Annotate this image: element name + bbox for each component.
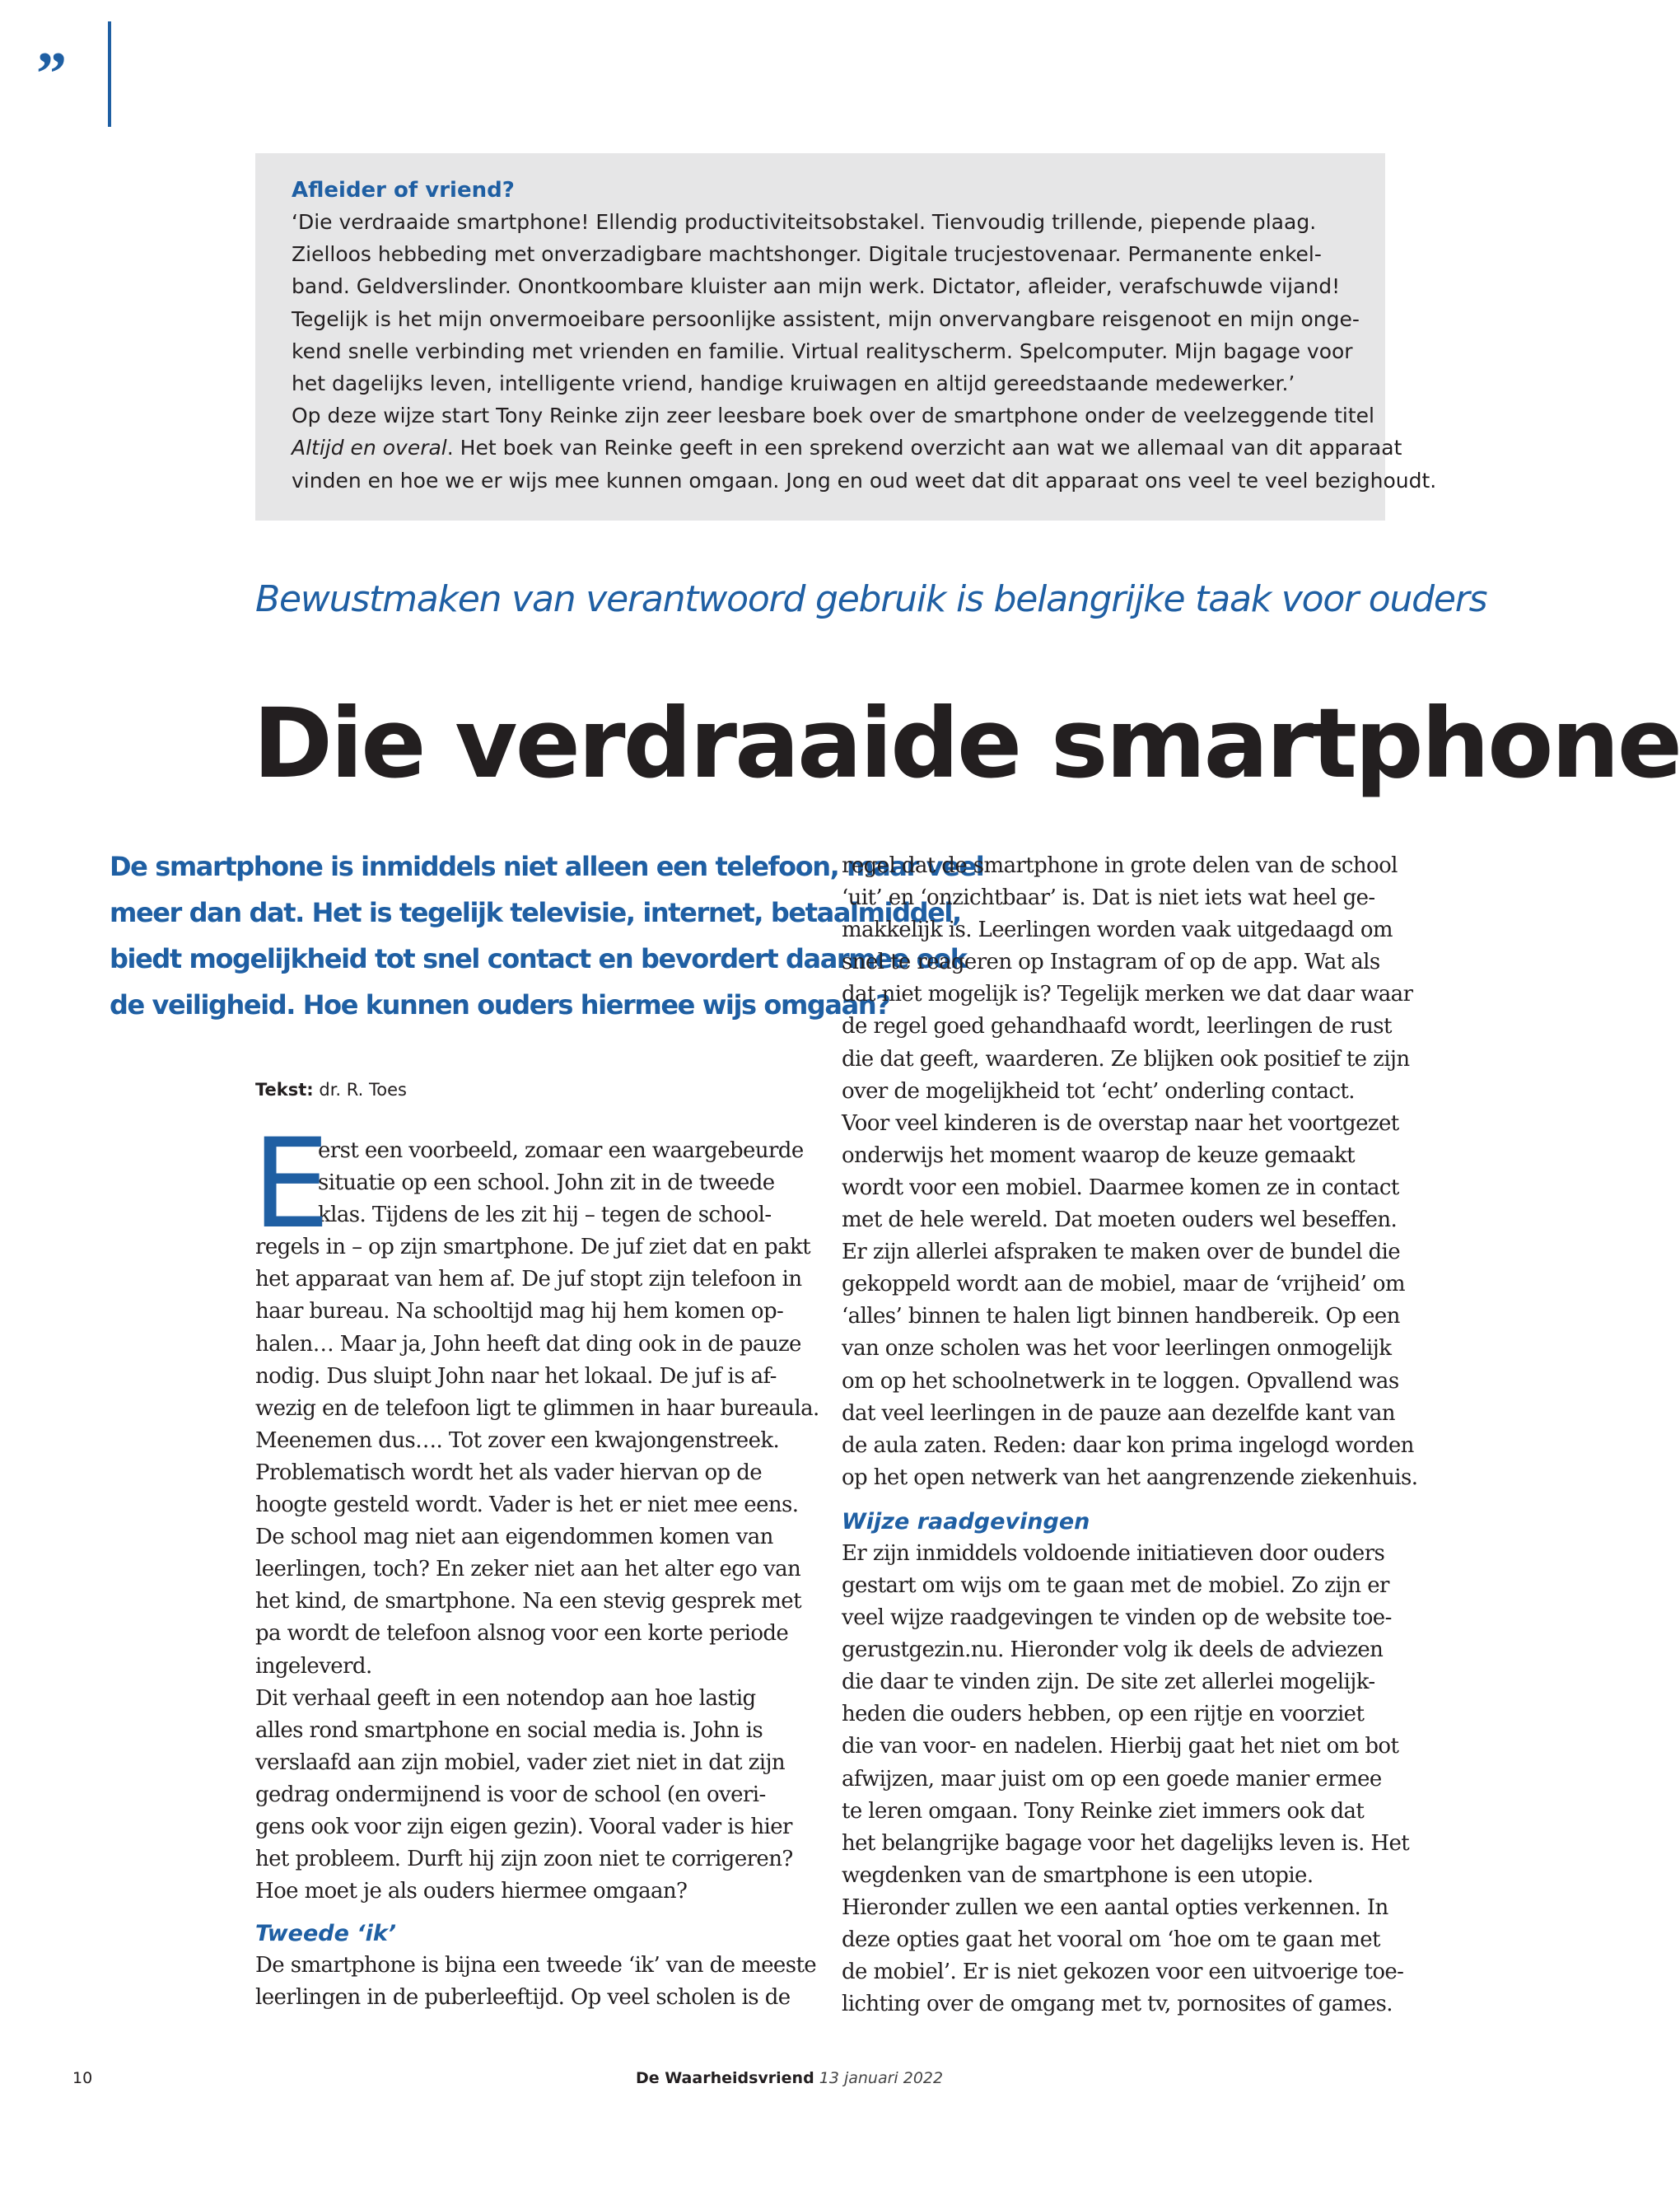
left-body-continued [255,1950,815,2014]
body-line: gens ook voor zijn eigen gezin). Vooral vader is hier [255,1814,792,1839]
body-line: klas. Tijdens de les zit hij – tegen de school- [318,1203,772,1228]
body-line: leerlingen in de puberleeftijd. Op veel scholen is de [255,1985,791,2011]
publication-name: De Waarheidsvriend [636,2069,814,2087]
sidebar-line: kend snelle verbinding met vrienden en familie. Virtual realityscherm. Spelcomputer. Mijn bagage voor [292,339,1353,363]
body-line: regel dat de smartphone in grote delen van de school [842,853,1398,878]
page-footer [0,2066,1519,2091]
sidebar-box [255,153,1437,521]
intro-paragraph [110,843,984,1028]
body-line: snel te reageren op Instagram of op de app. Wat als [842,950,1380,975]
body-line: de aula zaten. Reden: daar kon prima ingelogd worden [842,1432,1414,1458]
sidebar-line: het dagelijks leven, intelligente vriend, handige kruiwagen en altijd gereedstaande medewerker.’ [292,371,1295,396]
body-line: deze opties gaat het vooral om ‘hoe om te gaan met [842,1927,1380,1952]
body-line: verslaafd aan zijn mobiel, vader ziet niet in dat zijn [255,1750,786,1775]
body-line: afwijzen, maar juist om op een goede manier ermee [842,1766,1382,1792]
body-line: Dit verhaal geeft in een notendop aan hoe lastig [255,1685,756,1711]
body-line: de mobiel’. Er is niet gekozen voor een uitvoerige toe- [842,1960,1404,1985]
sidebar-line: vinden en hoe we er wijs mee kunnen omgaan. Jong en oud weet dat dit apparaat ons veel te veel bezighoudt. [292,468,1437,493]
body-line: gedrag ondermijnend is voor de school (en overi- [255,1782,766,1807]
body-line: De smartphone is bijna een tweede ‘ik’ van de meeste [255,1953,817,1978]
body-line: Er zijn inmiddels voldoende initiatieven door ouders [842,1540,1385,1566]
sidebar-line: Tegelijk is het mijn onvermoeibare persoonlijke assistent, mijn onvervangbare reisgenoot en mijn onge- [292,306,1360,331]
body-line: leerlingen, toch? En zeker niet aan het alter ego van [255,1557,801,1582]
body-line: ‘alles’ binnen te halen ligt binnen handbereik. Op een [842,1304,1400,1329]
body-line: om op het schoolnetwerk in te loggen. Opvallend was [842,1368,1399,1394]
article-column-right [842,850,1418,2020]
body-line: het probleem. Durft hij zijn zoon niet te corrigeren? [255,1847,793,1872]
body-line: Problematisch wordt het als vader hiervan op de [255,1460,763,1485]
body-line: dat veel leerlingen in de pauze aan dezelfde kant van [842,1400,1395,1426]
body-line: de regel goed gehandhaafd wordt, leerlingen de rust [842,1014,1392,1039]
body-line: ‘uit’ en ‘onzichtbaar’ is. Dat is niet iets wat heel ge- [842,885,1375,911]
article-column-left [252,1113,819,2014]
byline-label: Tekst: [255,1080,314,1100]
body-line: het apparaat van hem af. De juf stopt zijn telefoon in [255,1267,802,1292]
body-line: De school mag niet aan eigendommen komen van [255,1525,773,1550]
body-line: Er zijn allerlei afspraken te maken over de bundel die [842,1240,1400,1265]
right-body [842,850,1418,1494]
sidebar-line: Zielloos hebbeding met onverzadigbare machtshonger. Digitale trucjestovenaar. Permanente enkel- [292,242,1322,267]
vertical-rule [108,21,111,127]
body-line: heden die ouders hebben, op een rijtje en voorziet [842,1702,1365,1727]
kicker: Bewustmaken van verantwoord gebruik is belangrijke taak voor ouders [255,578,1487,620]
body-line: hoogte gesteld wordt. Vader is het er niet mee eens. [255,1493,799,1518]
book-title: Altijd en overal [292,436,447,460]
body-line: haar bureau. Na schooltijd mag hij hem komen op- [255,1299,784,1324]
body-line: wezig en de telefoon ligt te glimmen in haar bureaula. [255,1395,819,1421]
dropcap: E [252,1113,330,1256]
body-line: situatie op een school. John zit in de tweede [318,1170,775,1196]
body-line: te leren omgaan. Tony Reinke ziet immers ook dat [842,1798,1365,1824]
body-line: Hieronder zullen we een aantal opties verkennen. In [842,1894,1388,1920]
body-line: het belangrijke bagage voor het dagelijks leven is. Het [842,1830,1410,1856]
sidebar-line: band. Geldverslinder. Onontkoombare kluister aan mijn werk. Dictator, afleider, verafschuwde vijand! [292,274,1341,299]
publication-date: 13 januari 2022 [819,2069,944,2087]
sidebar-line-text: . Het boek van Reinke geeft in een sprekend overzicht aan wat we allemaal van dit apparaat [446,436,1402,460]
body-line: veel wijze raadgevingen te vinden op de website toe- [842,1605,1392,1631]
body-line: alles rond smartphone en social media is. John is [255,1717,763,1743]
body-line: onderwijs het moment waarop de keuze gemaakt [842,1142,1356,1168]
body-line: Voor veel kinderen is de overstap naar het voortgezet [842,1110,1399,1136]
subhead-tweede-ik: Tweede ‘ik’ [255,1921,397,1947]
sidebar-title: Afleider of vriend? [292,178,515,203]
sidebar-line: Op deze wijze start Tony Reinke zijn zeer leesbare boek over de smartphone onder de veelzeggende titel [292,404,1374,428]
headline: Die verdraaide smartphone [253,687,1680,800]
body-line: het kind, de smartphone. Na een stevig gesprek met [255,1589,801,1614]
body-line: die daar te vinden zijn. De site zet allerlei mogelijk- [842,1670,1375,1695]
right-body-continued [842,1538,1410,2020]
sidebar-line: ‘Die verdraaide smartphone! Ellendig productiviteitsobstakel. Tienvoudig trillende, piepende plaag. [292,210,1317,234]
body-line: dat niet mogelijk is? Tegelijk merken we dat daar waar [842,982,1413,1007]
body-line: ingeleverd. [255,1653,372,1679]
left-body [255,1231,819,1908]
body-line: gerustgezin.nu. Hieronder volg ik deels de adviezen [842,1637,1384,1663]
body-line: gekoppeld wordt aan de mobiel, maar de ‘vrijheid’ om [842,1272,1405,1297]
intro-line: de veiligheid. Hoe kunnen ouders hiermee wijs omgaan? [110,989,890,1021]
intro-line: meer dan dat. Het is tegelijk televisie, internet, betaalmiddel, [110,897,961,928]
body-line: lichting over de omgang met tv, pornosites of games. [842,1992,1393,2017]
body-line: van onze scholen was het voor leerlingen onmogelijk [842,1336,1392,1362]
body-line: op het open netwerk van het aangrenzende ziekenhuis. [842,1465,1418,1490]
intro-line: biedt mogelijkheid tot snel contact en bevordert daarmee ook [110,943,967,974]
quote-mark-icon: ” [36,40,67,108]
body-line: wordt voor een mobiel. Daarmee komen ze in contact [842,1175,1399,1200]
byline-author: dr. R. Toes [319,1080,407,1100]
body-line: erst een voorbeeld, zomaar een waargebeurde [318,1138,804,1163]
publication-info [636,2066,943,2091]
page-number: 10 [72,2069,93,2087]
body-line: wegdenken van de smartphone is een utopie. [842,1862,1314,1888]
body-line: pa wordt de telefoon alsnog voor een korte periode [255,1621,789,1647]
body-line: nodig. Dus sluipt John naar het lokaal. De juf is af- [255,1363,777,1389]
body-line: halen… Maar ja, John heeft dat ding ook in de pauze [255,1331,801,1357]
body-line: Meenemen dus…. Tot zover een kwajongenstreek. [255,1427,780,1453]
body-line: Hoe moet je als ouders hiermee omgaan? [255,1879,688,1904]
body-line: over de mogelijkheid tot ‘echt’ onderling contact. [842,1078,1355,1104]
body-line: regels in – op zijn smartphone. De juf ziet dat en pakt [255,1235,810,1260]
body-line: die van voor- en nadelen. Hierbij gaat het niet om bot [842,1734,1399,1759]
body-line: gestart om wijs om te gaan met de mobiel. Zo zijn er [842,1572,1389,1598]
body-line: die dat geeft, waarderen. Ze blijken ook positief te zijn [842,1046,1410,1072]
body-line: met de hele wereld. Dat moeten ouders wel beseffen. [842,1208,1398,1233]
byline [255,1077,407,1102]
body-line: makkelijk is. Leerlingen worden vaak uitgedaagd om [842,918,1393,943]
intro-line: De smartphone is inmiddels niet alleen een telefoon, maar veel [110,851,984,882]
subhead-wijze-raadgevingen: Wijze raadgevingen [842,1508,1090,1535]
sidebar-line [292,432,1402,464]
